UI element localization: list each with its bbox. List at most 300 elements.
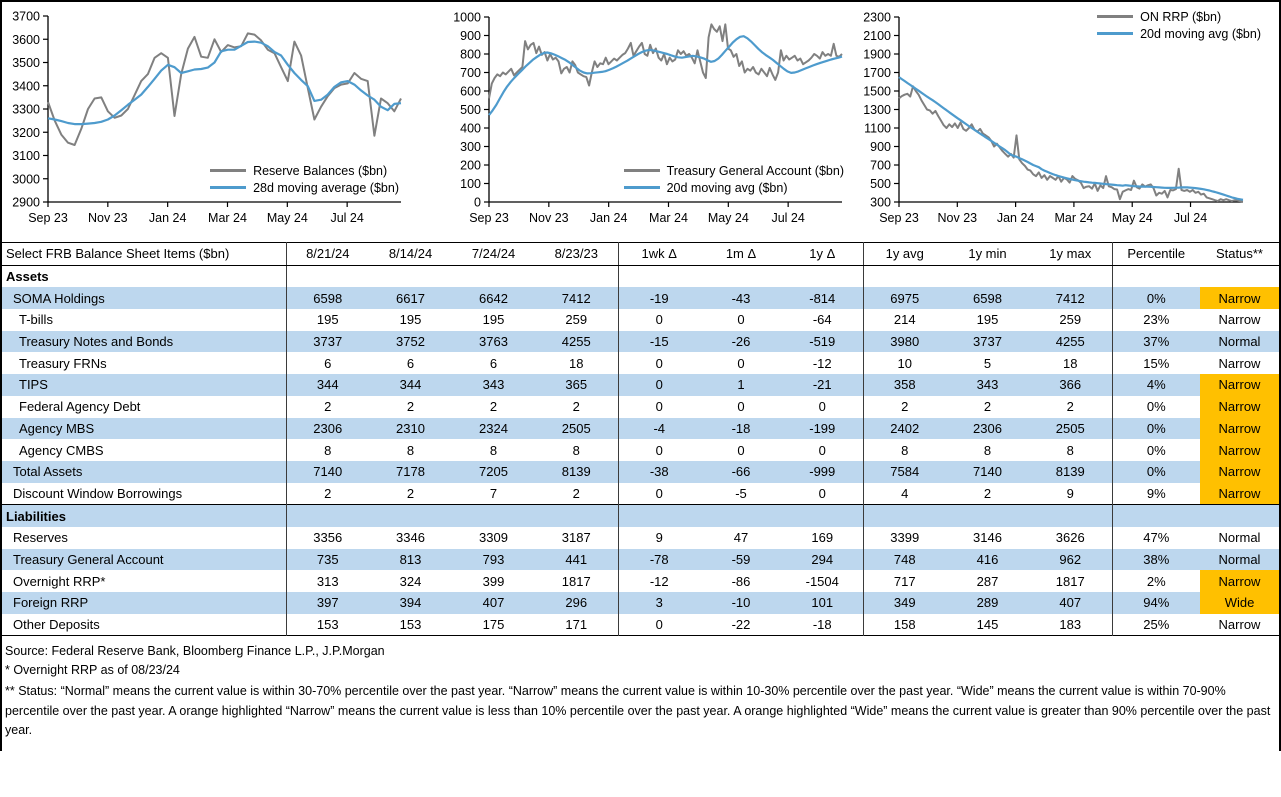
value-cell: -18 — [700, 418, 782, 440]
value-cell: 2 — [489, 399, 498, 415]
value-cell: 2% — [1112, 570, 1200, 592]
table-row — [2, 614, 1279, 636]
value-cell — [946, 505, 1029, 527]
value-cell — [535, 505, 618, 527]
value-cell: 8 — [983, 442, 992, 458]
y-tick-label: 3600 — [12, 32, 40, 47]
value-cell — [1112, 265, 1200, 287]
value-cell: 343 — [452, 374, 535, 396]
value-cell — [286, 265, 369, 287]
value-cell: 18 — [569, 355, 584, 371]
legend-label: 28d moving average ($bn) — [253, 180, 399, 195]
x-tick-label: Jan 24 — [148, 211, 187, 225]
y-tick-label: 600 — [460, 84, 481, 99]
status-cell: Normal — [1200, 549, 1279, 571]
value-cell: 296 — [535, 592, 618, 614]
column-header: 1y avg — [863, 243, 946, 266]
value-cell: 441 — [535, 549, 618, 571]
legend-line-swatch — [624, 186, 660, 189]
y-tick-label: 800 — [460, 47, 481, 62]
value-cell: 2 — [572, 399, 580, 415]
column-header: 7/24/24 — [452, 243, 535, 266]
y-tick-label: 700 — [460, 66, 481, 80]
value-cell — [618, 505, 700, 527]
value-cell: 3752 — [369, 331, 452, 353]
value-cell: 394 — [369, 592, 452, 614]
value-cell: 6975 — [863, 287, 946, 309]
value-cell: 343 — [946, 374, 1029, 396]
value-cell: 195 — [482, 312, 505, 328]
value-cell: 5 — [983, 355, 992, 371]
x-tick-label: Mar 24 — [1054, 211, 1094, 225]
status-cell: Narrow — [1200, 570, 1279, 592]
table-row — [2, 265, 1279, 287]
status-cell: Normal — [1200, 331, 1279, 353]
y-tick-label: 500 — [870, 177, 891, 191]
axes — [899, 17, 1243, 202]
value-cell — [863, 505, 946, 527]
y-tick-label: 3400 — [12, 79, 40, 94]
value-cell: 748 — [863, 549, 946, 571]
value-cell: 2306 — [286, 418, 369, 440]
column-header: 8/21/24 — [286, 243, 369, 266]
value-cell: 2505 — [535, 418, 618, 440]
y-tick-label: 1000 — [453, 10, 481, 25]
value-cell: 25% — [1112, 614, 1200, 636]
value-cell: 7178 — [369, 461, 452, 483]
value-cell: -199 — [782, 418, 863, 440]
value-cell: 399 — [482, 573, 505, 589]
value-cell: 0% — [1112, 418, 1200, 440]
value-cell: 2306 — [946, 418, 1029, 440]
row-label: Treasury General Account — [2, 549, 286, 571]
y-tick-label: 2900 — [12, 195, 40, 210]
value-cell: 7412 — [1029, 287, 1112, 309]
value-cell: 3737 — [946, 331, 1029, 353]
status-cell: Normal — [1218, 530, 1261, 546]
value-cell: -10 — [700, 592, 782, 614]
x-tick-label: Jul 24 — [330, 211, 364, 225]
x-tick-label: Jul 24 — [771, 211, 805, 225]
legend-label: 20d moving avg ($bn) — [1140, 26, 1261, 41]
legend-label: ON RRP ($bn) — [1140, 9, 1222, 24]
value-cell: 2402 — [863, 418, 946, 440]
x-tick-label: May 24 — [707, 211, 749, 225]
value-cell: 3737 — [286, 331, 369, 353]
value-cell: 2324 — [452, 418, 535, 440]
value-cell: 23% — [1112, 309, 1200, 331]
value-cell: 3309 — [479, 530, 508, 546]
row-label: Agency MBS — [2, 418, 286, 440]
row-label: Liabilities — [2, 505, 286, 527]
y-tick-label: 3200 — [12, 125, 40, 140]
value-cell: 171 — [565, 617, 588, 633]
legend-item — [210, 162, 399, 179]
y-tick-label: 3300 — [12, 102, 40, 117]
row-label: Overnight RRP* — [13, 573, 106, 589]
row-label: Treasury FRNs — [19, 355, 107, 371]
y-tick-label: 500 — [460, 103, 481, 117]
y-tick-label: 400 — [460, 121, 481, 136]
value-cell: 0 — [818, 442, 826, 458]
status-cell: Narrow — [1200, 461, 1279, 483]
x-tick-label: Mar 24 — [208, 211, 247, 225]
y-tick-label: 300 — [870, 195, 891, 210]
value-cell: -59 — [700, 549, 782, 571]
value-cell — [535, 265, 618, 287]
value-cell: -12 — [618, 570, 700, 592]
value-cell: 3763 — [452, 331, 535, 353]
y-tick-label: 1100 — [864, 121, 891, 136]
value-cell — [700, 505, 782, 527]
legend-label: 20d moving avg ($bn) — [666, 180, 788, 195]
value-cell: 289 — [946, 592, 1029, 614]
status-cell: Narrow — [1200, 374, 1279, 396]
value-cell: 3346 — [396, 530, 425, 546]
value-cell: 9 — [618, 527, 700, 549]
table-header-row — [2, 243, 1279, 266]
x-tick-label: Sep 23 — [28, 211, 68, 225]
value-cell: 195 — [976, 312, 999, 328]
value-cell: 7205 — [452, 461, 535, 483]
row-label: TIPS — [2, 374, 286, 396]
column-header: 8/23/23 — [535, 243, 618, 266]
value-cell: 4255 — [535, 331, 618, 353]
value-cell — [946, 265, 1029, 287]
value-cell: 0% — [1112, 287, 1200, 309]
value-cell — [286, 505, 369, 527]
column-header: 1y Δ — [782, 243, 863, 266]
value-cell: 94% — [1112, 592, 1200, 614]
value-cell: 153 — [399, 617, 422, 633]
value-cell: 7412 — [535, 287, 618, 309]
series-line — [489, 24, 842, 98]
row-label: Discount Window Borrowings — [13, 485, 183, 501]
value-cell: 8 — [286, 439, 369, 461]
value-cell: 294 — [782, 549, 863, 571]
y-tick-label: 900 — [870, 140, 891, 154]
x-tick-label: Mar 24 — [649, 211, 688, 225]
value-cell: 1817 — [1055, 573, 1085, 589]
legend-item — [624, 162, 844, 179]
value-cell: 0 — [618, 352, 700, 374]
value-cell: 3980 — [863, 331, 946, 353]
y-tick-label: 1500 — [863, 84, 891, 99]
y-tick-label: 900 — [460, 29, 481, 43]
table-row — [2, 418, 1279, 440]
value-cell: 2 — [1066, 399, 1074, 415]
value-cell: 8139 — [1029, 461, 1112, 483]
value-cell: -5 — [735, 485, 747, 501]
value-cell: -21 — [782, 374, 863, 396]
value-cell: 313 — [286, 570, 369, 592]
value-cell: 0% — [1112, 396, 1200, 418]
y-tick-label: 3700 — [12, 9, 40, 24]
value-cell: 38% — [1112, 549, 1200, 571]
value-cell: 195 — [286, 309, 369, 331]
value-cell — [369, 505, 452, 527]
column-header: 1y max — [1029, 243, 1112, 266]
legend-label: Reserve Balances ($bn) — [253, 163, 388, 178]
y-tick-label: 0 — [474, 195, 481, 210]
value-cell: 183 — [1059, 617, 1082, 633]
series-line — [899, 86, 1243, 201]
value-cell: 1817 — [561, 573, 591, 589]
x-tick-label: Sep 23 — [879, 211, 919, 225]
value-cell: 3356 — [286, 527, 369, 549]
value-cell: 4 — [863, 483, 946, 505]
value-cell: 349 — [863, 592, 946, 614]
value-cell: 0 — [618, 309, 700, 331]
x-tick-label: Jul 24 — [1173, 211, 1208, 225]
value-cell: 153 — [286, 614, 369, 636]
value-cell: 8 — [489, 442, 498, 458]
y-tick-label: 3500 — [12, 56, 40, 70]
value-cell: 259 — [565, 312, 588, 328]
legend-item — [624, 179, 844, 196]
value-cell: 4% — [1112, 374, 1200, 396]
value-cell: 2 — [286, 396, 369, 418]
status-cell: Narrow — [1200, 396, 1279, 418]
column-header: 1m Δ — [700, 243, 782, 266]
y-tick-label: 100 — [460, 177, 481, 191]
value-cell: -19 — [618, 287, 700, 309]
value-cell: 8 — [863, 439, 946, 461]
value-cell: 0 — [737, 355, 745, 371]
value-cell: 397 — [286, 592, 369, 614]
value-cell: -12 — [812, 355, 832, 371]
status-cell: Narrow — [1200, 483, 1279, 505]
value-cell: 366 — [1029, 374, 1112, 396]
table-row — [2, 483, 1279, 505]
value-cell: 10 — [863, 352, 946, 374]
column-header: 1wk Δ — [618, 243, 700, 266]
row-label: Treasury Notes and Bonds — [2, 331, 286, 353]
status-cell: Narrow — [1200, 439, 1279, 461]
y-tick-label: 1300 — [863, 103, 891, 117]
status-cell: Narrow — [1200, 418, 1279, 440]
value-cell: 0 — [737, 312, 745, 328]
value-cell — [782, 505, 863, 527]
value-cell: 4255 — [1029, 331, 1112, 353]
table-row — [2, 396, 1279, 418]
legend-item — [1097, 25, 1261, 42]
value-cell: -15 — [618, 331, 700, 353]
value-cell: -43 — [700, 287, 782, 309]
table-row — [2, 309, 1279, 331]
charts-row — [2, 2, 1279, 242]
value-cell: 6598 — [286, 287, 369, 309]
table-row — [2, 570, 1279, 592]
value-cell: -22 — [731, 617, 751, 633]
value-cell: -86 — [731, 573, 751, 589]
y-tick-label: 2300 — [863, 10, 891, 25]
value-cell: 214 — [863, 309, 946, 331]
value-cell: 2 — [863, 396, 946, 418]
value-cell: 0 — [618, 396, 700, 418]
x-tick-label: Nov 23 — [937, 211, 978, 225]
x-tick-label: Nov 23 — [88, 211, 128, 225]
status-cell: Narrow — [1218, 617, 1261, 633]
status-cell: Narrow — [1218, 312, 1261, 328]
value-cell: 8 — [1066, 442, 1074, 458]
chart-svg-1 — [427, 2, 852, 242]
value-cell: 407 — [1029, 592, 1112, 614]
table-row — [2, 527, 1279, 549]
value-cell: 3146 — [973, 530, 1002, 546]
value-cell: 324 — [399, 573, 422, 589]
table-row — [2, 331, 1279, 353]
x-tick-label: May 24 — [266, 211, 308, 225]
value-cell — [863, 265, 946, 287]
value-cell: 2505 — [1029, 418, 1112, 440]
value-cell: 7140 — [286, 461, 369, 483]
value-cell: 0 — [818, 399, 826, 415]
legend-label: Treasury General Account ($bn) — [666, 163, 844, 178]
value-cell: 6 — [286, 352, 369, 374]
value-cell: 8139 — [535, 461, 618, 483]
y-tick-label: 2100 — [863, 29, 891, 43]
y-tick-label: 200 — [460, 158, 481, 173]
row-label: Federal Agency Debt — [19, 399, 141, 415]
row-label: Assets — [6, 269, 49, 285]
footnotes — [2, 636, 1279, 750]
y-tick-label: 1900 — [863, 47, 891, 62]
legend-line-swatch — [210, 169, 246, 172]
value-cell: 793 — [452, 549, 535, 571]
status-cell — [1200, 265, 1279, 287]
value-cell: 0 — [618, 374, 700, 396]
value-cell: 47 — [733, 530, 749, 546]
table-row — [2, 374, 1279, 396]
table-row — [2, 549, 1279, 571]
legend-item — [1097, 8, 1261, 25]
status-cell: Narrow — [1200, 287, 1279, 309]
legend-line-swatch — [624, 169, 660, 172]
value-cell — [700, 265, 782, 287]
value-cell: 175 — [482, 617, 505, 633]
value-cell: 47% — [1112, 527, 1200, 549]
value-cell: 3187 — [561, 530, 591, 546]
value-cell: 18 — [1063, 355, 1078, 371]
status-cell: Narrow — [1218, 355, 1261, 371]
value-cell: -519 — [782, 331, 863, 353]
x-tick-label: Nov 23 — [529, 211, 569, 225]
row-label: Foreign RRP — [2, 592, 286, 614]
chart-legend-2 — [1097, 8, 1261, 42]
value-cell: -999 — [782, 461, 863, 483]
y-tick-label: 300 — [460, 140, 481, 154]
value-cell: 0 — [618, 614, 700, 636]
row-label: Total Assets — [2, 461, 286, 483]
value-cell — [1029, 265, 1112, 287]
value-cell: 101 — [782, 592, 863, 614]
table-row — [2, 439, 1279, 461]
value-cell: 813 — [369, 549, 452, 571]
table-row — [2, 592, 1279, 614]
chart-reserve-balances — [2, 2, 427, 242]
value-cell: 0 — [818, 485, 826, 501]
value-cell: 7584 — [863, 461, 946, 483]
value-cell: 2 — [983, 399, 992, 415]
value-cell: 37% — [1112, 331, 1200, 353]
value-cell — [452, 505, 535, 527]
table-row — [2, 287, 1279, 309]
legend-line-swatch — [1097, 32, 1133, 35]
chart-on-rrp — [852, 2, 1277, 242]
series-line — [489, 36, 842, 115]
value-cell: 344 — [369, 374, 452, 396]
footnote-source: Source: Federal Reserve Bank, Bloomberg Finance L.P., J.P.Morgan — [5, 644, 385, 659]
legend-item — [210, 179, 399, 196]
status-cell — [1200, 505, 1279, 527]
y-tick-label: 3000 — [12, 172, 40, 187]
value-cell: 6 — [406, 355, 415, 371]
value-cell: 158 — [863, 614, 946, 636]
chart-treasury-general-account — [427, 2, 852, 242]
column-header: 8/14/24 — [369, 243, 452, 266]
value-cell: 7 — [489, 485, 498, 501]
value-cell: 358 — [863, 374, 946, 396]
y-tick-label: 700 — [870, 158, 891, 173]
footnote-overnight-rrp: * Overnight RRP as of 08/23/24 — [5, 663, 180, 678]
value-cell: 2 — [572, 485, 580, 501]
balance-sheet-table — [2, 242, 1279, 636]
value-cell: 2 — [406, 399, 415, 415]
value-cell: -814 — [782, 287, 863, 309]
row-label: Reserves — [13, 530, 68, 546]
value-cell: 416 — [946, 549, 1029, 571]
value-cell: 0 — [737, 442, 745, 458]
value-cell — [1029, 505, 1112, 527]
chart-legend-0 — [210, 162, 399, 196]
value-cell: 195 — [399, 312, 422, 328]
value-cell: 6617 — [369, 287, 452, 309]
x-tick-label: May 24 — [1111, 211, 1153, 225]
legend-line-swatch — [210, 186, 246, 189]
row-label: SOMA Holdings — [2, 287, 286, 309]
y-tick-label: 1700 — [863, 66, 891, 80]
value-cell: 8 — [406, 442, 415, 458]
table-row — [2, 352, 1279, 374]
chart-svg-0 — [2, 2, 427, 242]
table-title: Select FRB Balance Sheet Items ($bn) — [2, 243, 286, 266]
value-cell: 287 — [976, 573, 999, 589]
value-cell: 8 — [572, 442, 580, 458]
row-label: Other Deposits — [13, 617, 100, 633]
value-cell: 735 — [286, 549, 369, 571]
x-tick-label: Jan 24 — [589, 211, 628, 225]
value-cell: 407 — [452, 592, 535, 614]
value-cell: 9 — [1066, 485, 1074, 501]
table-row — [2, 505, 1279, 527]
value-cell: 0 — [737, 399, 745, 415]
value-cell: 717 — [863, 570, 946, 592]
value-cell: 6642 — [452, 287, 535, 309]
value-cell — [618, 265, 700, 287]
x-tick-label: Sep 23 — [469, 211, 509, 225]
value-cell: 0 — [618, 483, 700, 505]
value-cell: -78 — [618, 549, 700, 571]
column-header: 1y min — [946, 243, 1029, 266]
value-cell: 1 — [700, 374, 782, 396]
column-header: Percentile — [1112, 243, 1200, 266]
value-cell: 15% — [1112, 352, 1200, 374]
column-header: Status** — [1200, 243, 1279, 266]
value-cell: 344 — [286, 374, 369, 396]
value-cell: -38 — [618, 461, 700, 483]
footnote-status-definition: ** Status: “Normal” means the current value is within 30-70% percentile over the past year. “Narrow” means the current value is within 10-30% percentile over the past year. “Wide” means the current value is within 70-90% percentile over the past year. A orange highlighted “Narrow” means the current value is less than 10% percentile over the past year. A orange highlighted “Wide” means the current value is greater than 90% percentile over the past year. — [5, 684, 1271, 738]
